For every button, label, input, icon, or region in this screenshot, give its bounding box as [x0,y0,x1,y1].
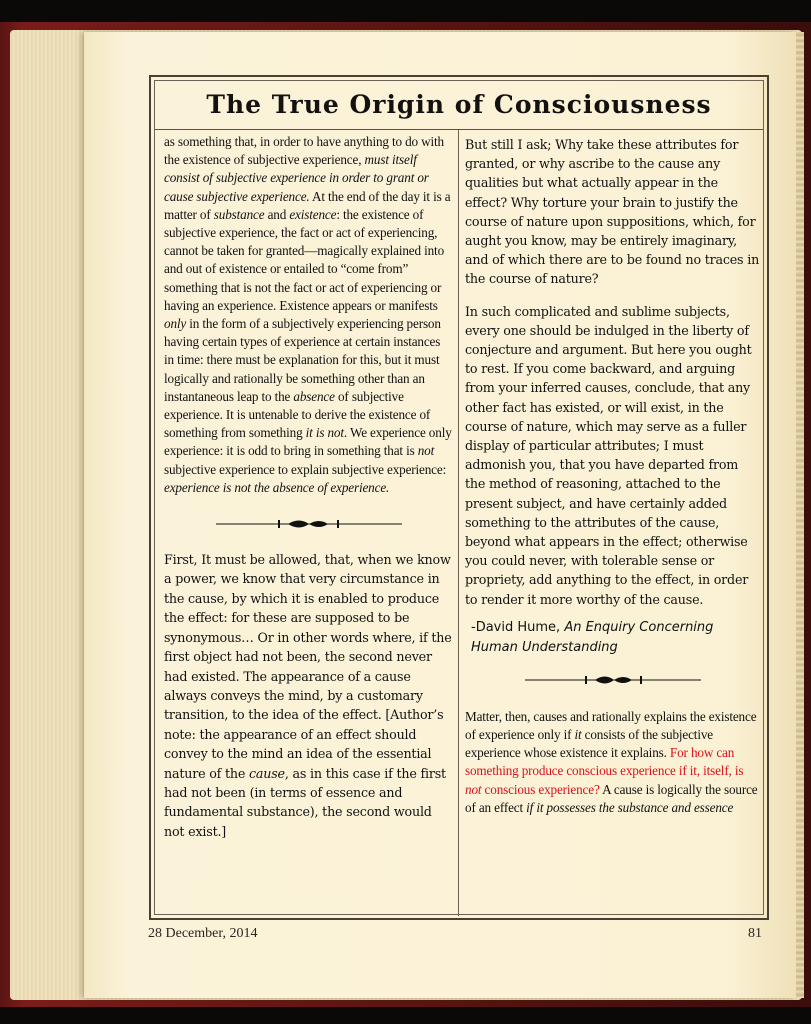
text-run: At the end of the day it is a matter of [164,188,451,222]
text-run: : the existence of subjective experience, the fact or act of experiencing, cannot be taken for granted—magically explained into and out of existence or entailed to “come from” something that is not the fact or act of experiencing or having an experience. Existence appears or manifests [164,206,445,313]
page-edge-right [796,32,804,998]
text-run: only [164,316,187,332]
text-run: in the form of a subjectively experiencing person having certain types of experience at certain instances in time: there must be explanation for this, but it must logically and rationally be something other than an instantaneous leap to the [164,316,441,404]
left-column [164,133,453,841]
text-run: must itself consist of subjective experience in order to grant or cause subjective experience. [164,152,429,204]
text-run: absence [293,388,335,404]
text-run: and [264,206,290,222]
text-run: existence [289,206,337,222]
hume-quote-first [164,550,453,841]
text-run: cause [249,765,285,781]
text-run: consists of the subjective experience whose existence it explains. [465,727,713,761]
hume-quote-second: But still I ask; Why take these attributes for granted, or why ascribe to the cause any qualities but what actually appear in the effect? Why torture your brain to justify the course of nature upon suppositions, which, for aught you know, may be entirely imaginary, and of which there are to be found no traces in the course of nature? [465,137,760,287]
ornament-divider-right [523,670,703,690]
hume-quote-third: In such complicated and sublime subjects, every one should be indulged in the liberty of conjecture and argument. But here you ought to rest. If you come backward, and arguing from your inferred causes, conclude, that any other fact has existed, or will exist, in the course of nature, which may serve as a fuller display of particular attributes; I must admonish you, that you have departed from the method of reasoning, attached to the present subject, and have certainly added something to the attributes of the cause, beyond what appears in the effect; otherwise you could never, with tolerable sense or propriety, add anything to the effect, in order to render it more worthy of the cause. [465,303,752,607]
text-run: Matter, then, causes and rationally explains the existence of experience only if [465,708,757,743]
text-run: it [574,727,582,743]
text-run: not [465,781,482,797]
ornament-divider [214,514,404,534]
text-run: A cause is logically the source of an effect [465,781,758,815]
page-title: The True Origin of Consciousness [206,90,712,119]
column-divider [458,130,459,916]
text-run: of subjective experience. It is untenable to derive the existence of something from something [164,388,431,441]
footer-date: 28 December, 2014 [148,926,258,941]
attribution-author: -David Hume, [471,619,565,635]
page-number: 81 [748,926,762,941]
text-run: as something that, in order to have anything to do with the existence of subjective experience, [164,134,444,168]
page-frame-inner [154,80,764,915]
text-run: , as in this case if the first had not been (in terms of essence and fundamental substance), the second would not exist.] [164,765,446,839]
text-run: For how can something produce conscious experience if it, itself, is [465,745,744,779]
text-run: First, It must be allowed, that, when we know a power, we know that very circumstance in the cause, by which it is enabled to produce the effect: for these are supposed to be synonymous… Or in other words where, if the first object had not been, the second never had existed. The appearance of a cause always conveys the mind, by a customary transition, to the idea of the effect. [Author’s note: the appearance of an effect should convey to the mind an idea of the essential nature of the [164,552,452,781]
text-run: not [417,443,435,459]
attribution-work: An Enquiry Concerning Human Understanding [471,619,714,655]
attribution [471,618,761,658]
text-run: it is not [305,425,344,441]
right-column [465,133,761,817]
left-paragraph [164,133,453,497]
text-run: conscious experience? [481,781,600,797]
page-frame [149,75,769,920]
text-run: substance [213,206,265,222]
text-run: . We experience only experience: it is odd to bring in something that is [164,425,452,459]
text-run: subjective experience to explain subjective experience: [164,461,447,477]
text-run: experience is not the absence of experience. [164,479,390,495]
closing-paragraph [465,708,761,817]
text-run: if it possesses the substance and essence [526,799,734,815]
title-box [155,81,763,130]
